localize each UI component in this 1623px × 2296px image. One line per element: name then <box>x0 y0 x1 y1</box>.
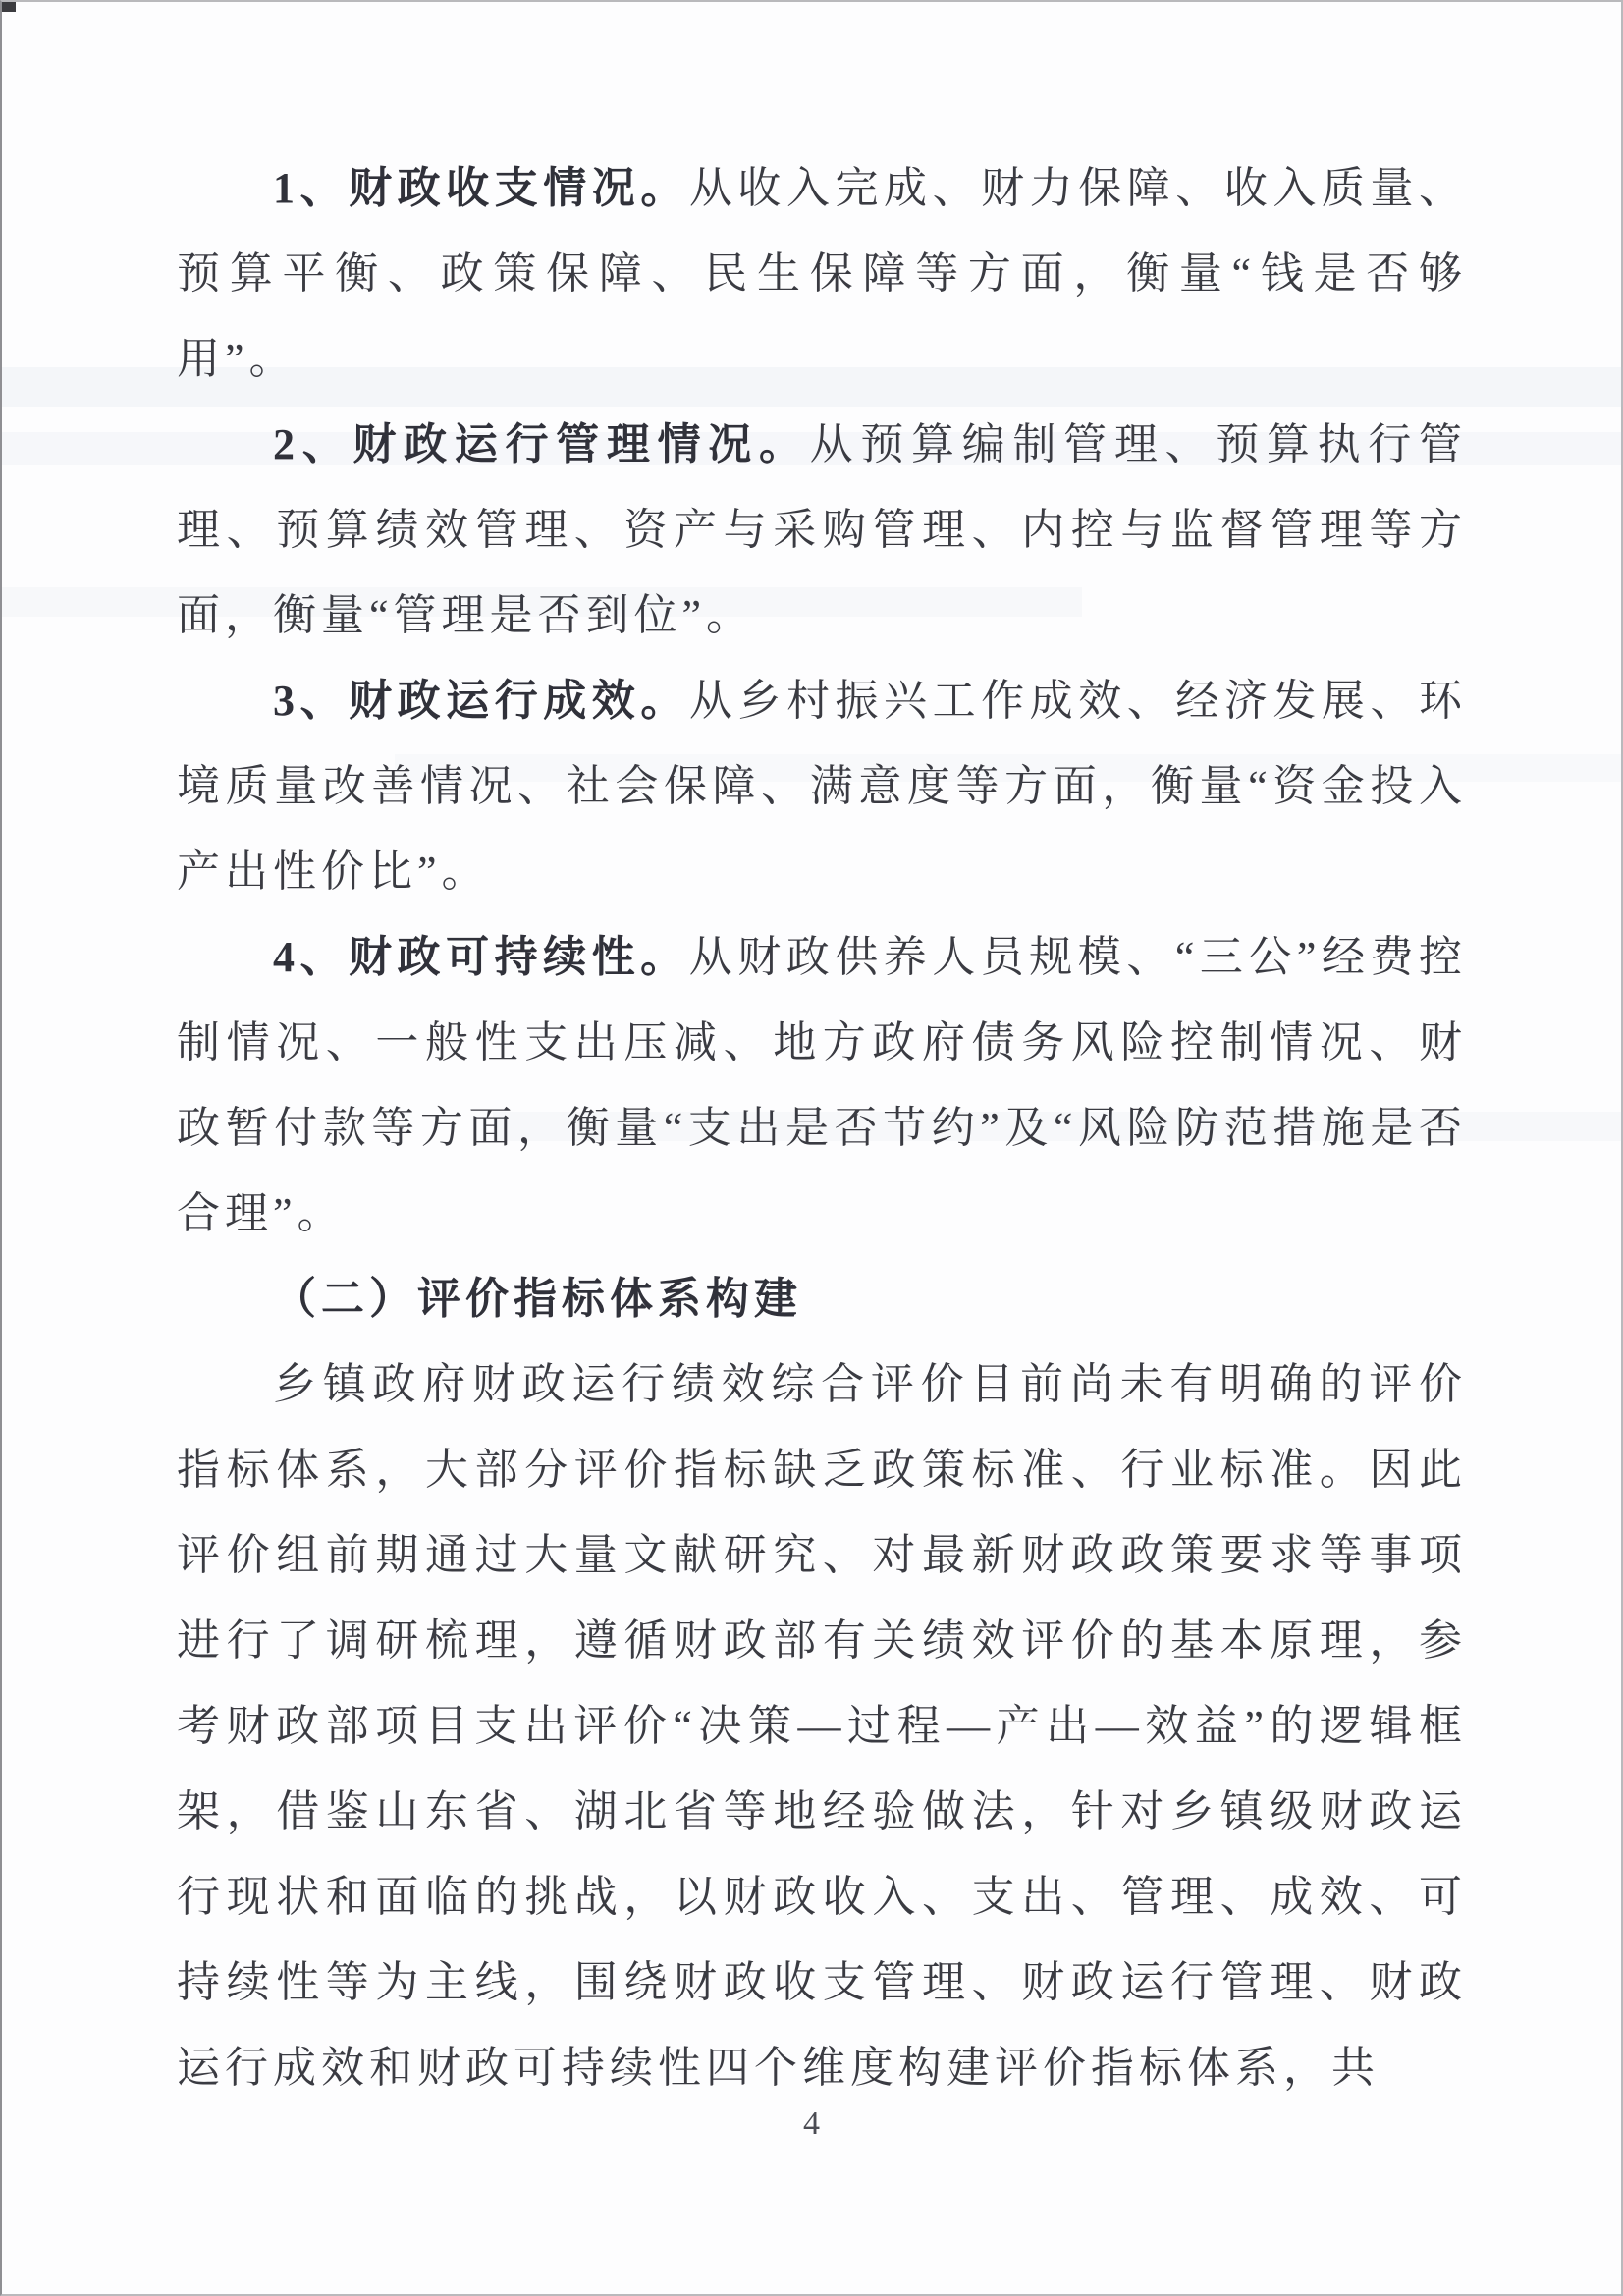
page-number: 4 <box>803 2105 820 2142</box>
paragraph-4-lead: 4、财政可持续性。 <box>273 933 689 981</box>
paragraph-2-lead: 2、财政运行管理情况。 <box>273 420 810 468</box>
paragraph-1-text: 从收入完成、财力保障、收入质量、预算平衡、政策保障、民生保障等方面，衡量“钱是否够用”。 <box>177 164 1467 383</box>
paragraph-1-lead: 1、财政收支情况。 <box>273 164 689 212</box>
paragraph-5: 乡镇政府财政运行绩效综合评价目前尚未有明确的评价指标体系，大部分评价指标缺乏政策标准、行业标准。因此评价组前期通过大量文献研究、对最新财政政策要求等事项进行了调研梳理，遵循财政部有关绩效评价的基本原理，参考财政部项目支出评价“决策—过程—产出—效益”的逻辑框架，借鉴山东省、湖北省等地经验做法，针对乡镇级财政运行现状和面临的挑战，以财政收入、支出、管理、成效、可持续性等为主线，围绕财政收支管理、财政运行管理、财政运行成效和财政可持续性四个维度构建评价指标体系，共 <box>177 1360 1467 2092</box>
paragraph-3-lead: 3、财政运行成效。 <box>273 677 689 725</box>
document-body <box>177 145 1467 2110</box>
paragraph-2 <box>177 402 1467 658</box>
paragraph-4-text: 从财政供养人员规模、“三公”经费控制情况、一般性支出压减、地方政府债务风险控制情况、财政暂付款等方面，衡量“支出是否节约”及“风险防范措施是否合理”。 <box>177 933 1468 1237</box>
scan-corner-artifact <box>2 2 16 12</box>
paragraph-2-text: 从预算编制管理、预算执行管理、预算绩效管理、资产与采购管理、内控与监督管理等方面，衡量“管理是否到位”。 <box>177 420 1468 639</box>
section-heading: （二）评价指标体系构建 <box>273 1275 802 1323</box>
paragraph-3 <box>177 658 1467 914</box>
paragraph-1 <box>177 145 1467 402</box>
paragraph-4 <box>177 914 1467 1256</box>
paragraph-3-text: 从乡村振兴工作成效、经济发展、环境质量改善情况、社会保障、满意度等方面，衡量“资金投入产出性价比”。 <box>177 677 1467 896</box>
